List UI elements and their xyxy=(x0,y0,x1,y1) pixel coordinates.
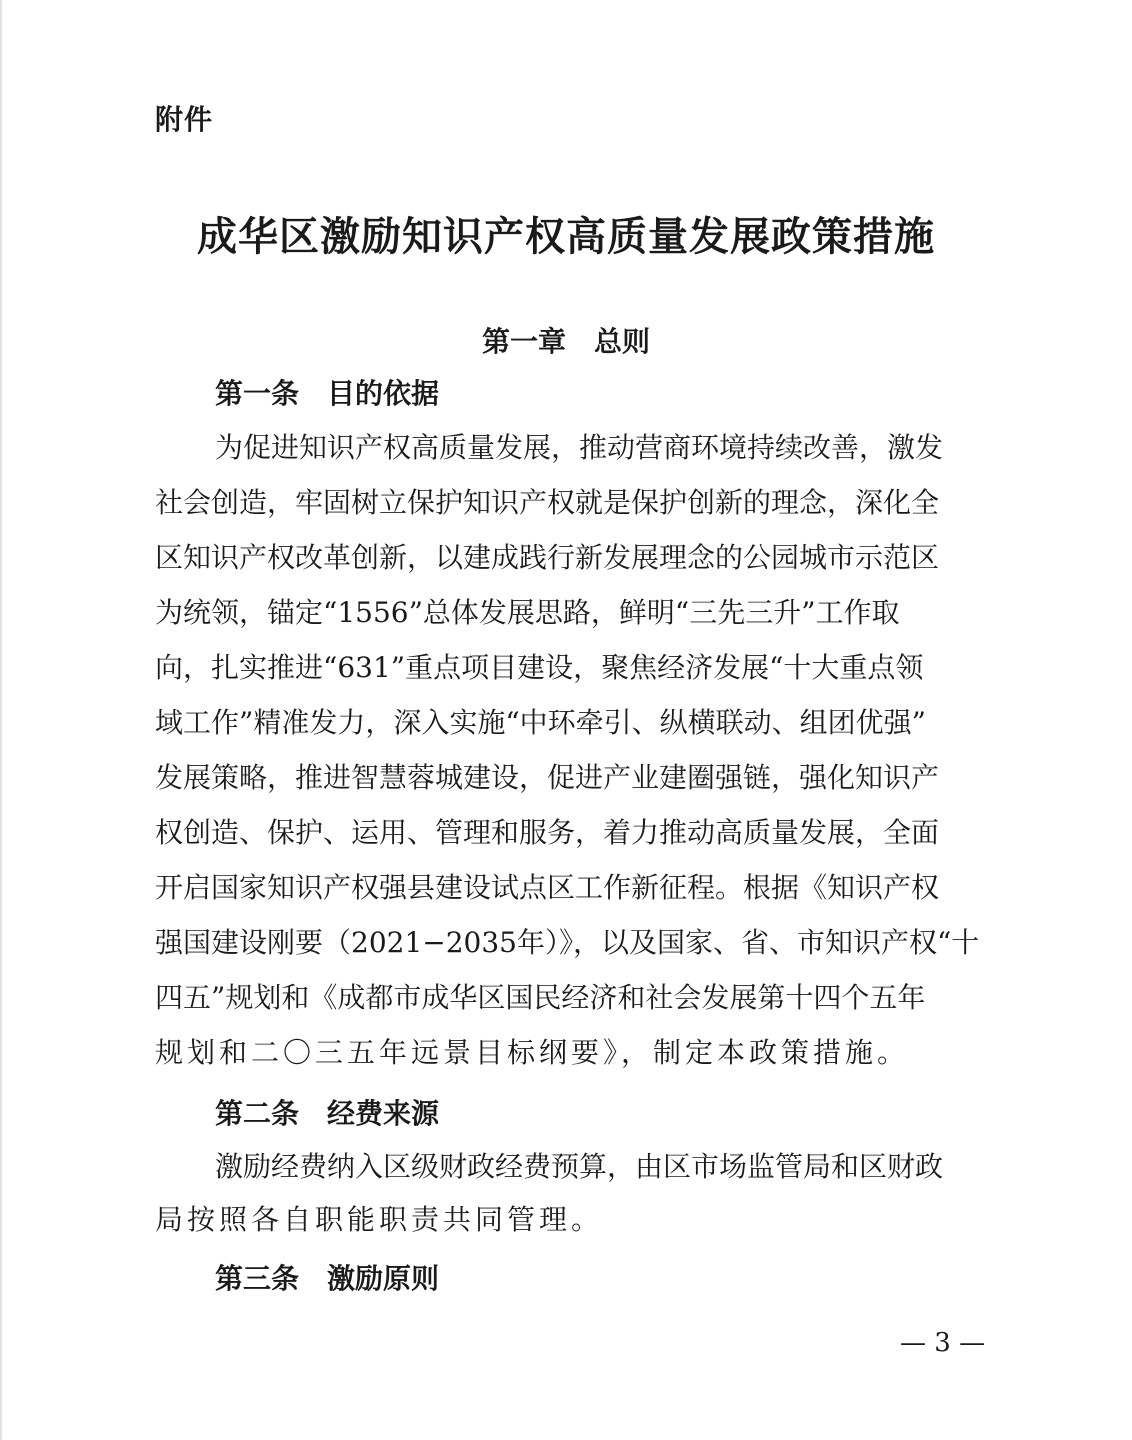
paragraph-line: 激励经费纳入区级财政经费预算，由区市场监管局和区财政 xyxy=(215,1150,944,1183)
paragraph-line: 域工作”精准发力，深入实施“中环牵引、纵横联动、组团优强” xyxy=(155,706,926,739)
paragraph-line: 局按照各自职能职责共同管理。 xyxy=(155,1203,604,1236)
paragraph-line: 开启国家知识产权强县建设试点区工作新征程。根据《知识产权 xyxy=(155,871,940,904)
paragraph-line: 强国建设刚要（2021−2035年）》，以及国家、省、市知识产权“十 xyxy=(155,926,980,959)
paragraph-line: 社会创造，牢固树立保护知识产权就是保护创新的理念，深化全 xyxy=(155,486,940,519)
article-heading: 第二条 经费来源 xyxy=(215,1097,440,1130)
paragraph-line: 发展策略，推进智慧蓉城建设，促进产业建圈强链，强化知识产 xyxy=(155,761,940,794)
article-heading: 第三条 激励原则 xyxy=(215,1262,440,1295)
paragraph-line: 向，扎实推进“631”重点项目建设，聚焦经济发展“十大重点领 xyxy=(155,651,924,684)
attachment-label: 附件 xyxy=(155,103,214,136)
article-heading: 第一条 目的依据 xyxy=(215,377,440,410)
paragraph-line: 为促进知识产权高质量发展，推动营商环境持续改善，激发 xyxy=(215,431,944,464)
paragraph-line: 权创造、保护、运用、管理和服务，着力推动高质量发展，全面 xyxy=(155,816,940,849)
paragraph-line: 区知识产权改革创新，以建成践行新发展理念的公园城市示范区 xyxy=(155,541,940,574)
page-number: — 3 — xyxy=(900,1328,986,1358)
paragraph-line: 为统领，锚定“1556”总体发展思路，鲜明“三先三升”工作取 xyxy=(155,596,900,629)
paragraph-line: 规划和二〇三五年远景目标纲要》，制定本政策措施。 xyxy=(155,1036,910,1069)
document-title: 成华区激励知识产权高质量发展政策措施 xyxy=(197,213,935,260)
chapter-heading: 第一章 总则 xyxy=(481,325,650,358)
paragraph-line: 四五”规划和《成都市成华区国民经济和社会发展第十四个五年 xyxy=(155,981,926,1014)
